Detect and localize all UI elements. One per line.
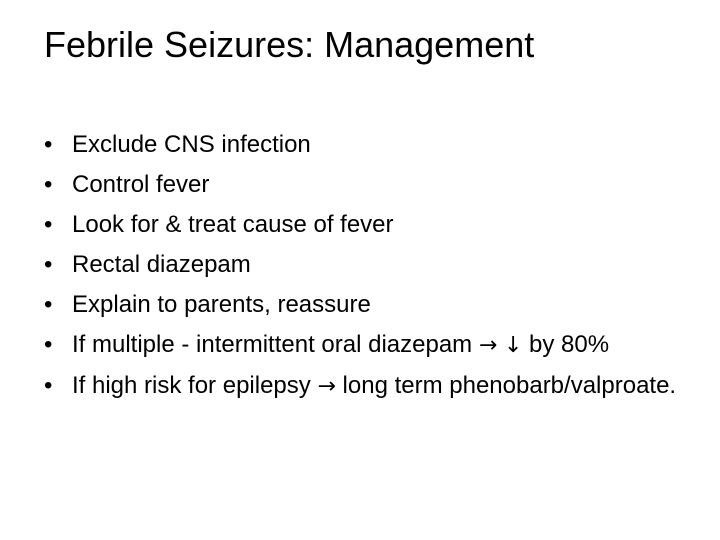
bullet-item-rectal-diazepam <box>44 251 684 278</box>
bullet-marker: • <box>44 331 53 358</box>
bullet-text: Rectal diazepam <box>72 251 251 278</box>
bullet-marker: • <box>44 372 53 399</box>
bullet-marker: • <box>44 171 53 198</box>
bullet-text-part: If high risk for epilepsy <box>72 372 318 399</box>
bullet-item-explain-parents <box>44 291 684 318</box>
bullet-text: Look for & treat cause of fever <box>72 211 394 238</box>
bullet-marker: • <box>44 251 53 278</box>
bullet-text: Exclude CNS infection <box>72 131 311 158</box>
bullet-text <box>72 331 684 359</box>
bullet-text: Explain to parents, reassure <box>72 291 371 318</box>
bullet-text: Control fever <box>72 171 210 198</box>
bullet-text-part: If multiple - intermittent oral diazepam <box>72 331 479 358</box>
bullet-marker: • <box>44 291 53 318</box>
bullet-item-treat-cause <box>44 211 684 238</box>
arrow-down-icon: ↓ <box>503 333 523 358</box>
bullet-list <box>44 131 684 413</box>
arrow-right-icon: → <box>478 333 498 358</box>
bullet-item-intermittent-diazepam <box>44 331 684 359</box>
bullet-item-control-fever <box>44 171 684 198</box>
bullet-item-high-risk-epilepsy <box>44 372 684 400</box>
bullet-text <box>72 372 684 400</box>
bullet-text-part: by 80% <box>522 331 610 358</box>
slide-title: Febrile Seizures: Management <box>44 24 535 65</box>
bullet-marker: • <box>44 131 53 158</box>
bullet-item-exclude-cns <box>44 131 684 158</box>
arrow-right-icon: → <box>317 374 336 399</box>
bullet-marker: • <box>44 211 53 238</box>
bullet-text-part: long term phenobarb/valproate. <box>335 372 677 399</box>
